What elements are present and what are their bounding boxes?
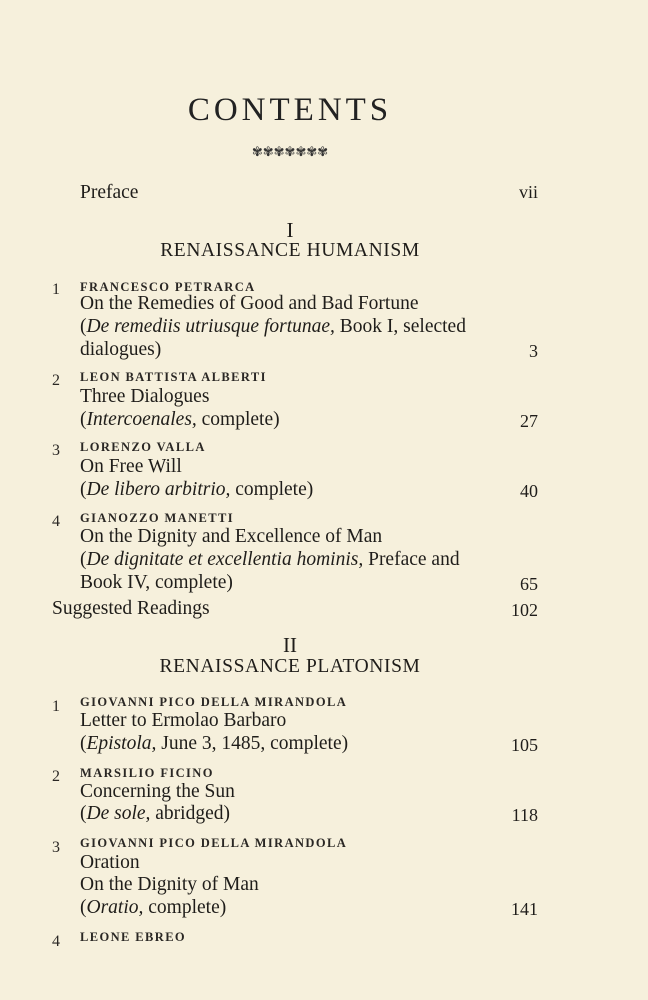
entry-detail-continued: Book IV, complete): [80, 572, 233, 593]
entry-detail-italic: Oratio,: [86, 897, 144, 918]
entry-author: GIOVANNI PICO DELLA MIRANDOLA: [80, 836, 348, 850]
entry-detail-italic: Intercoenales,: [86, 409, 197, 430]
suggested-readings-label: Suggested Readings: [52, 598, 210, 619]
entry-detail: (Intercoenales, complete): [80, 409, 280, 430]
entry-number: 3: [52, 839, 60, 856]
entry-page: 141: [511, 899, 538, 919]
entry-number: 2: [52, 768, 60, 785]
entry-author: GIANOZZO MANETTI: [80, 511, 235, 525]
page-title: CONTENTS: [187, 92, 393, 128]
entry-title: On the Remedies of Good and Bad Fortune: [80, 293, 419, 314]
ornament-divider: ✾✾✾✾✾✾✾: [251, 144, 329, 159]
entry-detail-continued: dialogues): [80, 339, 162, 360]
entry-detail: (Oratio, complete): [80, 897, 227, 918]
entry-detail-italic: De libero arbitrio,: [86, 479, 231, 500]
entry-title: On the Dignity and Excellence of Man: [80, 526, 383, 547]
entry-detail: (De sole, abridged): [80, 803, 230, 824]
entry-page: 105: [511, 735, 538, 755]
entry-detail-rest: abridged): [150, 803, 230, 824]
entry-author: GIOVANNI PICO DELLA MIRANDOLA: [80, 695, 348, 709]
entry-author: LORENZO VALLA: [80, 440, 206, 454]
entry-detail-italic: De remediis utriusque fortunae,: [86, 316, 335, 337]
entry-number: 4: [52, 933, 60, 950]
entry-number: 2: [52, 372, 60, 389]
entry-detail-rest: Book I, selected: [334, 316, 466, 337]
entry-author: FRANCESCO PETRARCA: [80, 280, 256, 294]
entry-detail-rest: complete): [143, 897, 227, 918]
entry-title: Concerning the Sun: [80, 781, 235, 802]
entry-number: 1: [52, 698, 60, 715]
entry-detail-rest: complete): [230, 479, 314, 500]
part-1-roman: I: [286, 218, 294, 242]
entry-number: 1: [52, 281, 60, 298]
entry-title: Letter to Ermolao Barbaro: [80, 710, 287, 731]
part-2-roman: II: [283, 633, 297, 657]
part-2-title: RENAISSANCE PLATONISM: [159, 656, 421, 677]
entry-title: Oration: [80, 852, 140, 873]
entry-detail-rest: complete): [196, 409, 280, 430]
entry-page: 27: [520, 411, 538, 431]
entry-detail-italic: De dignitate et excellentia hominis,: [86, 549, 364, 570]
entry-detail-italic: Epistola,: [86, 733, 157, 754]
entry-detail: (De remediis utriusque fortunae, Book I, selected: [80, 316, 466, 337]
entry-page: 118: [511, 805, 538, 825]
entry-author: LEON BATTISTA ALBERTI: [80, 370, 267, 384]
entry-number: 4: [52, 513, 60, 530]
entry-detail: (De dignitate et excellentia hominis, Preface and: [80, 549, 460, 570]
entry-detail-rest: June 3, 1485, complete): [156, 733, 349, 754]
entry-page: 40: [520, 481, 538, 501]
preface-page: vii: [518, 182, 538, 202]
entry-detail-rest: Preface and: [363, 549, 460, 570]
preface-label: Preface: [80, 182, 139, 203]
entry-number: 3: [52, 442, 60, 459]
entry-author: MARSILIO FICINO: [80, 766, 214, 780]
entry-subtitle: On the Dignity of Man: [80, 874, 259, 895]
entry-author: LEONE EBREO: [80, 930, 187, 944]
entry-detail: (De libero arbitrio, complete): [80, 479, 314, 500]
entry-detail-italic: De sole,: [86, 803, 151, 824]
suggested-readings-page: 102: [511, 600, 538, 620]
entry-title: On Free Will: [80, 456, 182, 477]
entry-title: Three Dialogues: [80, 386, 210, 407]
part-1-title: RENAISSANCE HUMANISM: [160, 240, 420, 261]
entry-page: 65: [520, 574, 538, 594]
entry-detail: (Epistola, June 3, 1485, complete): [80, 733, 349, 754]
entry-page: 3: [529, 341, 538, 361]
